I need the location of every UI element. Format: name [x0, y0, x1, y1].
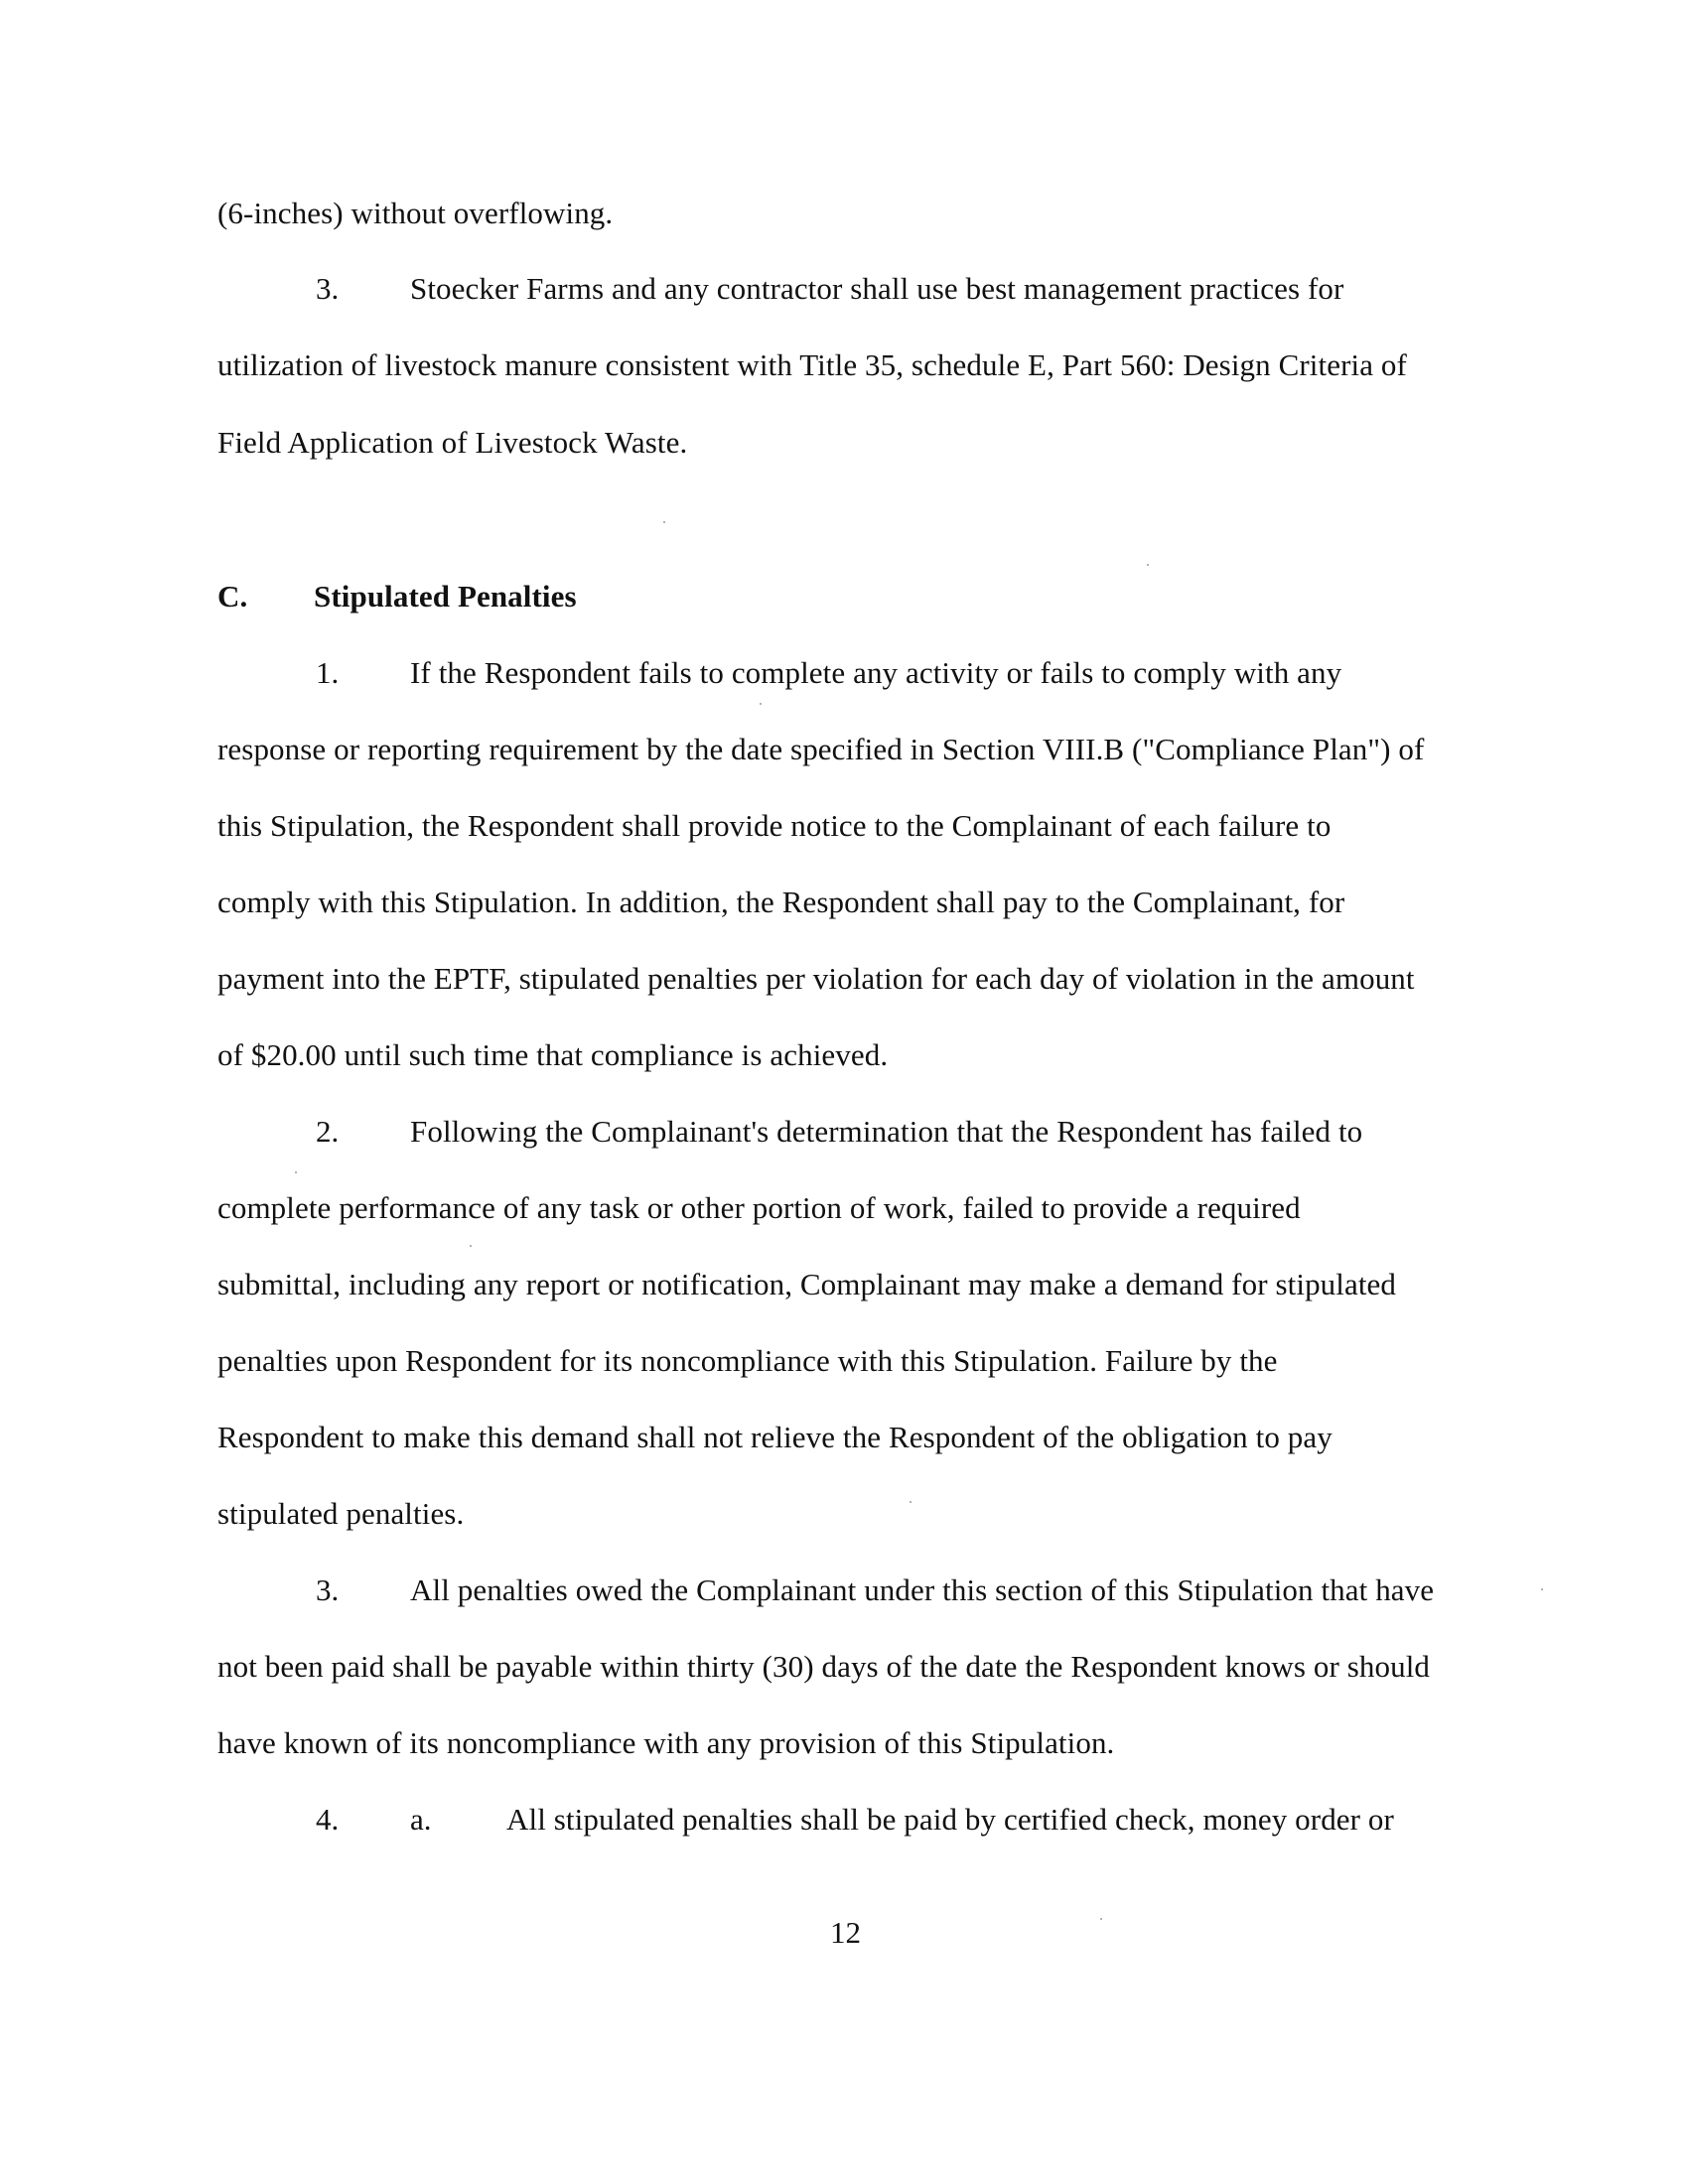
para3-line: not been paid shall be payable within thirty (30) days of the date the Respondent knows or should — [217, 1649, 1431, 1684]
para2-line: Following the Complainant's determination that the Respondent has failed to — [410, 1114, 1363, 1149]
item-number: 3. — [316, 271, 340, 306]
intro-line: (6-inches) without overflowing. — [217, 196, 614, 230]
para1-line: payment into the EPTF, stipulated penalties per violation for each day of violation in the amount — [217, 961, 1415, 996]
para3-number: 3. — [316, 1572, 340, 1607]
para4-line: All stipulated penalties shall be paid by certified check, money order or — [506, 1802, 1394, 1837]
section-title: Stipulated Penalties — [314, 579, 577, 614]
page-number: 12 — [830, 1915, 861, 1950]
para1-line: response or reporting requirement by the date specified in Section VIII.B ("Compliance Plan") of — [217, 732, 1425, 766]
scan-speck — [295, 1171, 297, 1173]
scan-speck — [1541, 1588, 1543, 1590]
scan-speck — [1100, 1918, 1102, 1920]
para3-line: All penalties owed the Complainant under this section of this Stipulation that have — [410, 1572, 1435, 1607]
scan-speck — [760, 703, 762, 705]
para2-line: submittal, including any report or notification, Complainant may make a demand for stipulated — [217, 1267, 1397, 1301]
para2-line: penalties upon Respondent for its noncompliance with this Stipulation. Failure by the — [217, 1343, 1278, 1378]
para1-line: of $20.00 until such time that compliance is achieved. — [217, 1037, 889, 1072]
para3-line: have known of its noncompliance with any provision of this Stipulation. — [217, 1725, 1115, 1760]
scan-speck — [663, 521, 665, 523]
para4-sub-letter: a. — [410, 1802, 432, 1837]
para1-line: If the Respondent fails to complete any activity or fails to comply with any — [410, 655, 1342, 690]
scan-speck — [1147, 564, 1149, 566]
para2-number: 2. — [316, 1114, 340, 1149]
para4-number: 4. — [316, 1802, 340, 1837]
para2-line: Respondent to make this demand shall not relieve the Respondent of the obligation to pay — [217, 1420, 1333, 1454]
para2-line: complete performance of any task or other portion of work, failed to provide a required — [217, 1190, 1301, 1225]
section-letter: C. — [217, 579, 248, 614]
item3-line2: utilization of livestock manure consistent with Title 35, schedule E, Part 560: Design Criteria of — [217, 347, 1407, 382]
para2-line: stipulated penalties. — [217, 1496, 465, 1531]
scan-speck — [470, 1245, 472, 1247]
item3-line3: Field Application of Livestock Waste. — [217, 425, 688, 460]
para1-number: 1. — [316, 655, 340, 690]
para1-line: comply with this Stipulation. In addition, the Respondent shall pay to the Complainant, for — [217, 885, 1345, 919]
item3-line1: Stoecker Farms and any contractor shall use best management practices for — [410, 271, 1344, 306]
scan-speck — [910, 1501, 912, 1503]
para1-line: this Stipulation, the Respondent shall provide notice to the Complainant of each failure to — [217, 808, 1332, 843]
